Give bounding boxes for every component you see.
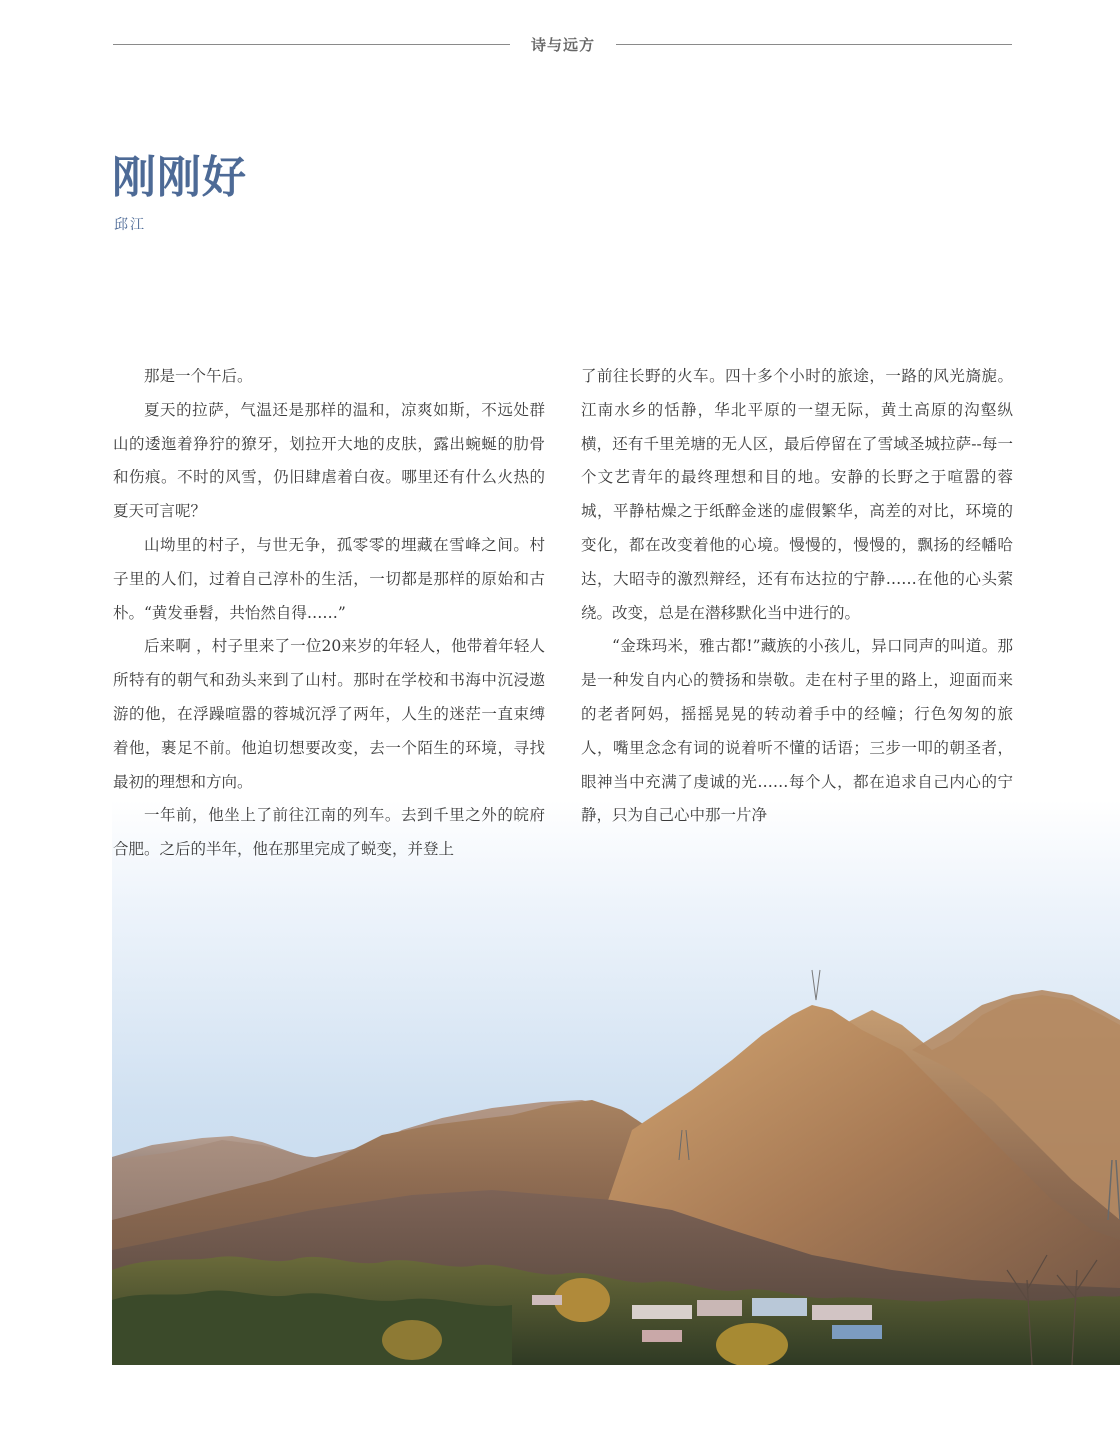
article-title: 刚刚好 [112,152,247,203]
paragraph: 山坳里的村子，与世无争，孤零零的埋藏在雪峰之间。村子里的人们，过着自己淳朴的生活，一切都是那样的原始和古朴。“黄发垂髫，共怡然自得……” [113,535,545,622]
paragraph: 夏天的拉萨，气温还是那样的温和，凉爽如斯，不远处群山的逶迤着狰狞的獠牙，划拉开大地的皮肤，露出蜿蜒的肋骨和伤痕。不时的风雪，仍旧肆虐着白夜。哪里还有什么火热的夏天可言呢？ [113,400,545,521]
paragraph: 那是一个午后。 [144,367,253,385]
section-title: 诗与远方 [530,36,595,54]
paragraph: 一年前，他坐上了前往江南的列车。去到千里之外的皖府合肥。之后的半年，他在那里完成了蜕变，并登上 [113,806,545,859]
header-rule-left [113,44,510,45]
mountain-landscape-image [112,800,1120,1365]
paragraph-continued: 了前往长野的火车。四十多个小时的旅途，一路的风光旖旎。江南水乡的恬静，华北平原的一望无际，黄土高原的沟壑纵横，还有千里羌塘的无人区，最后停留在了雪域圣城拉萨--每一个文艺青年的最终理想和目的地。安静的长野之于喧嚣的蓉城，平静枯燥之于纸醉金迷的虚假繁华，高差的对比，环境的变化，都在改变着他的心境。慢慢的，慢慢的，飘扬的经幡哈达，大昭寺的激烈辩经，还有布达拉的宁静……在他的心头萦绕。改变，总是在潜移默化当中进行的。 [581,367,1013,622]
text-column-right [581,360,1013,833]
header-rule-right [616,44,1012,45]
paragraph: “金珠玛米，雅古都!”藏族的小孩儿，异口同声的叫道。那是一种发自内心的赞扬和崇敬。走在村子里的路上，迎面而来的老者阿妈，摇摇晃晃的转动着手中的经幢；行色匆匆的旅人，嘴里念念有词的说着听不懂的话语；三步一叩的朝圣者，眼神当中充满了虔诚的光……每个人，都在追求自己内心的宁静，只为自己心中那一片净 [581,637,1013,825]
section-header [113,34,1012,56]
article-author: 邱江 [114,217,146,233]
mountain-landscape-photo [112,800,1120,1365]
text-column-left [113,360,545,867]
paragraph: 后来啊 ，村子里来了一位20来岁的年轻人，他带着年轻人所特有的朝气和劲头来到了山村。那时在学校和书海中沉浸遨游的他，在浮躁喧嚣的蓉城沉浮了两年，人生的迷茫一直束缚着他，裹足不前。他迫切想要改变，去一个陌生的环境，寻找最初的理想和方向。 [113,637,545,791]
